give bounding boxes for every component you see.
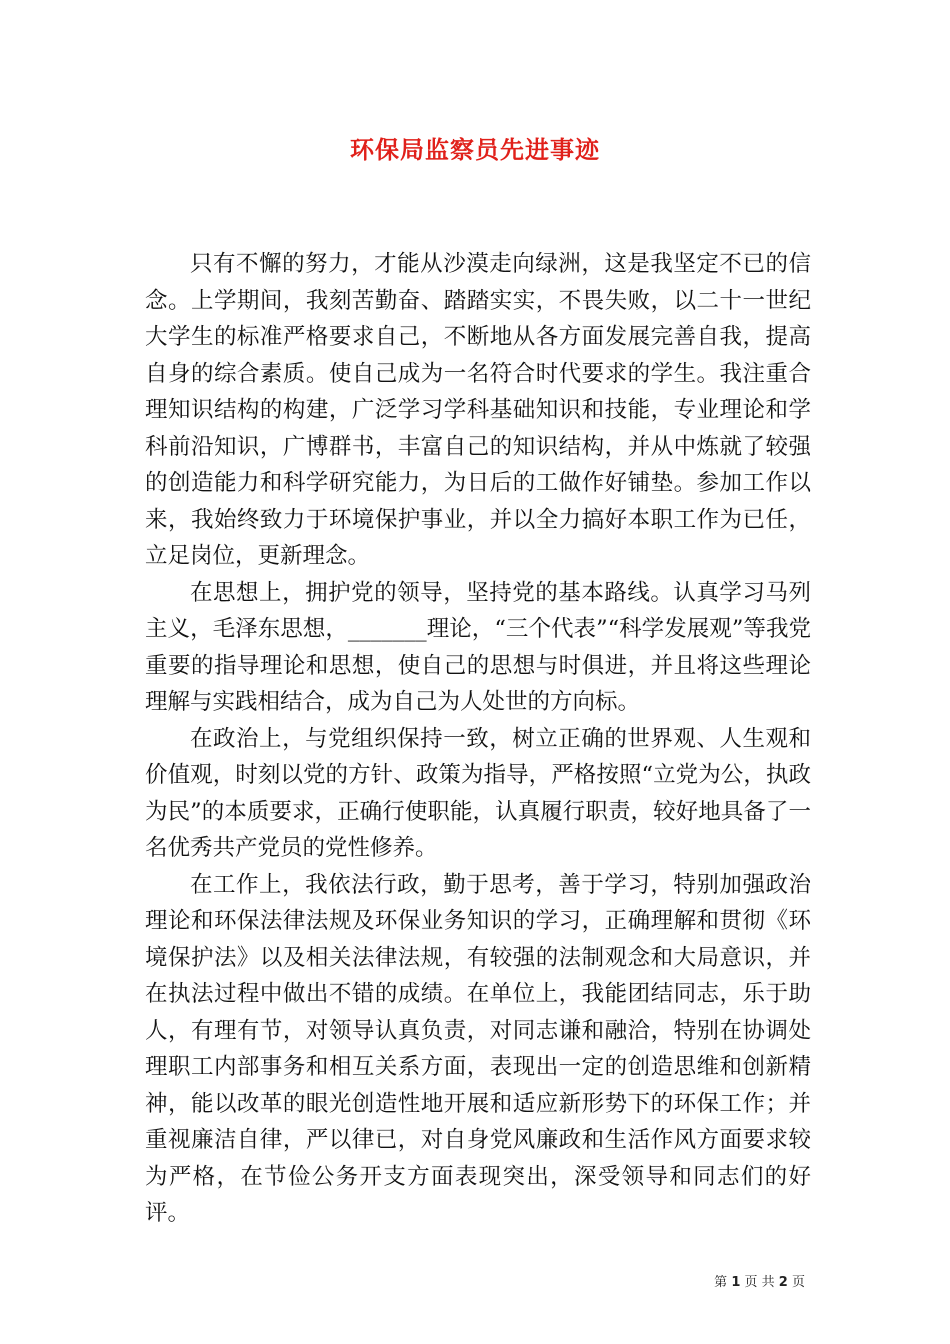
document-title: 环保局监察员先进事迹 <box>350 135 600 164</box>
document-body <box>145 246 811 1232</box>
current-page-number: 1 <box>731 1275 741 1290</box>
paragraph: 只有不懈的努力，才能从沙漠走向绿洲，这是我坚定不已的信念。上学期间，我刻苦勤奋、踏踏实实，不畏失败，以二十一世纪大学生的标准严格要求自己，不断地从各方面发展完善自我，提高自身的综合素质。使自己成为一名符合时代要求的学生。我注重合理知识结构的构建，广泛学习学科基础知识和技能，专业理论和学科前沿知识，广博群书，丰富自己的知识结构，并从中炼就了较强的创造能力和科学研究能力，为日后的工做作好铺垫。参加工作以来，我始终致力于环境保护事业，并以全力搞好本职工作为已任，立足岗位，更新理念。 <box>145 251 811 569</box>
paragraph: 在政治上，与党组织保持一致，树立正确的世界观、人生观和价值观，时刻以党的方针、政策为指导，严格按照“立党为公，执政为民”的本质要求，正确行使职能，认真履行职责，较好地具备了一名优秀共产党员的党性修养。 <box>145 725 811 861</box>
total-pages-number: 2 <box>778 1275 788 1290</box>
footer-middle: 页 共 <box>744 1275 775 1290</box>
paragraph: 在工作上，我依法行政，勤于思考，善于学习，特别加强政治理论和环保法律法规及环保业务知识的学习，正确理解和贯彻《环境保护法》以及相关法律法规，有较强的法制观念和大局意识，并在执法过程中做出不错的成绩。在单位上，我能团结同志，乐于助人，有理有节，对领导认真负责，对同志谦和融洽，特别在协调处理职工内部事务和相互关系方面，表现出一定的创造思维和创新精神，能以改革的眼光创造性地开展和适应新形势下的环保工作；并重视廉洁自律，严以律已，对自身党风廉政和生活作风方面要求较为严格，在节俭公务开支方面表现突出，深受领导和同志们的好评。 <box>145 871 811 1226</box>
paragraph: 在思想上，拥护党的领导，坚持党的基本路线。认真学习马列主义，毛泽东思想，_______理论，“三个代表”“科学发展观”等我党重要的指导理论和思想，使自己的思想与时俱进，并且将这些理论理解与实践相结合，成为自己为人处世的方向标。 <box>145 579 811 715</box>
page-number-footer <box>714 1274 805 1292</box>
footer-prefix: 第 <box>714 1275 728 1290</box>
footer-suffix: 页 <box>791 1275 805 1290</box>
